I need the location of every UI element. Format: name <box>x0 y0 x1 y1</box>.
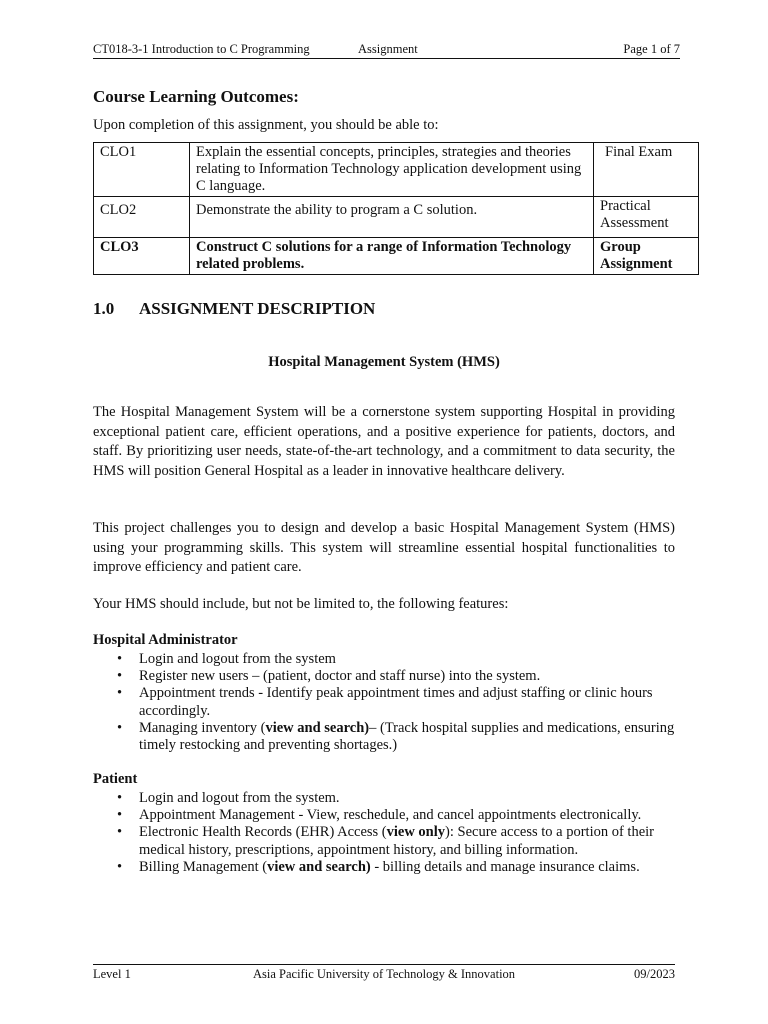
header-type: Assignment <box>358 42 418 56</box>
clo-row <box>94 238 699 275</box>
clo-code: CLO1 <box>94 143 190 197</box>
list-item <box>93 651 675 668</box>
header-course: CT018-3-1 Introduction to C Programming <box>93 42 310 56</box>
clo-code: CLO3 <box>94 238 190 275</box>
item-text: Electronic Health Records (EHR) Access ( <box>139 824 387 841</box>
clo-code: CLO2 <box>94 197 190 238</box>
item-bold-text: view and search) <box>267 858 371 875</box>
clo-assessment: Group Assignment <box>594 238 699 275</box>
section-number: 1.0 <box>93 299 115 318</box>
clo-assessment: Practical Assessment <box>594 197 699 238</box>
clo-heading: Course Learning Outcomes: <box>93 87 299 106</box>
footer-date: 09/2023 <box>634 967 675 981</box>
clo-table <box>93 142 699 275</box>
list-item <box>93 720 675 754</box>
admin-heading: Hospital Administrator <box>93 632 238 648</box>
clo-row <box>94 197 699 238</box>
document-subtitle: Hospital Management System (HMS) <box>268 354 500 370</box>
section-heading <box>93 299 375 319</box>
bullet-icon: • <box>117 719 123 736</box>
paragraph-overview: The Hospital Management System will be a cornerstone system supporting Hospital in providing exceptional patient care, efficient operations, and a positive experience for patients, doctors, and staff. By prioritizing user needs, state-of-the-art technology, and a commitment to data security, the HMS will position General Hospital as a leader in innovative healthcare delivery. <box>93 404 675 479</box>
list-item <box>93 685 675 719</box>
bullet-icon: • <box>117 685 123 702</box>
footer-institution: Asia Pacific University of Technology & Innovation <box>253 967 516 981</box>
clo-description: Construct C solutions for a range of Information Technology related problems. <box>190 238 594 275</box>
clo-assessment: Final Exam <box>594 143 699 197</box>
paragraph-features-intro: Your HMS should include, but not be limited to, the following features: <box>93 596 509 612</box>
footer-level: Level 1 <box>93 967 131 981</box>
item-text: Register new users – (patient, doctor and staff nurse) into the system. <box>139 668 541 685</box>
bullet-icon: • <box>117 668 123 685</box>
paragraph-challenge: This project challenges you to design and develop a basic Hospital Management System (HMS) using your programming skills. This system will streamline essential hospital functionalities to improve efficiency and patient care. <box>93 520 675 575</box>
list-item <box>93 807 675 824</box>
item-text: Login and logout from the system. <box>139 790 340 806</box>
item-text-tail: ): Secure access to a portion of their medical history, prescriptions, appointment history, and billing information. <box>139 824 654 858</box>
list-item <box>93 668 675 685</box>
clo-row <box>94 143 699 197</box>
page-footer <box>93 964 675 983</box>
clo-intro: Upon completion of this assignment, you should be able to: <box>93 117 439 133</box>
list-item <box>93 859 675 876</box>
bullet-icon: • <box>117 807 123 824</box>
item-text: Login and logout from the system <box>139 651 336 667</box>
patient-heading: Patient <box>93 771 138 787</box>
bullet-icon: • <box>117 651 123 667</box>
item-text: Managing inventory ( <box>139 719 266 736</box>
list-item <box>93 790 675 807</box>
item-text: Billing Management ( <box>139 858 268 875</box>
admin-feature-list <box>93 651 675 754</box>
section-title: ASSIGNMENT DESCRIPTION <box>139 299 376 318</box>
item-text-tail: – (Track hospital supplies and medications, ensuring timely restocking and preventing shortages.) <box>139 719 675 754</box>
list-item <box>93 824 675 858</box>
item-bold-text: view and search) <box>265 719 370 736</box>
bullet-icon: • <box>117 824 123 841</box>
item-text-tail: - billing details and manage insurance claims. <box>370 858 640 875</box>
item-text: Appointment Management - View, reschedule, and cancel appointments electronically. <box>139 807 642 824</box>
clo-description: Explain the essential concepts, principles, strategies and theories relating to Information Technology application development using C language. <box>190 143 594 197</box>
item-text: Appointment trends - Identify peak appointment times and adjust staffing or clinic hours accordingly. <box>139 685 653 719</box>
bullet-icon: • <box>117 858 123 875</box>
page-header <box>93 42 680 59</box>
item-bold-text: view only <box>386 824 446 841</box>
patient-feature-list <box>93 790 675 876</box>
bullet-icon: • <box>117 790 123 806</box>
header-page-number: Page 1 of 7 <box>623 42 680 56</box>
clo-description: Demonstrate the ability to program a C solution. <box>190 197 594 238</box>
